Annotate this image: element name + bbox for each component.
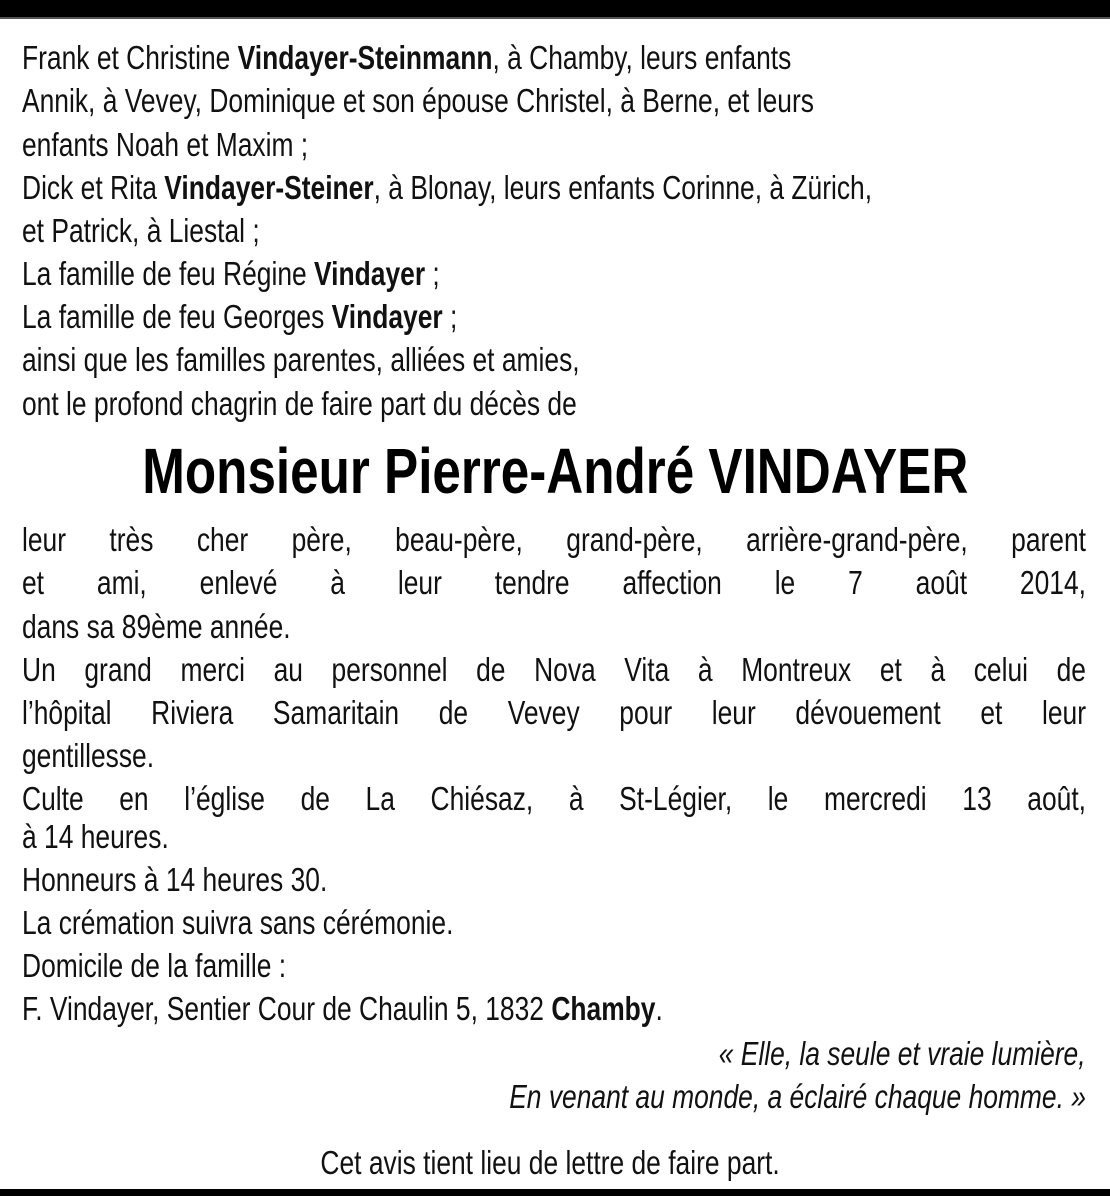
body-line-text: dans sa 89ème année. (22, 608, 291, 645)
family-name-bold: Vindayer (314, 255, 426, 292)
deceased-name-headline (0, 436, 1110, 506)
address-text: F. Vindayer, Sentier Cour de Chaulin 5, 1832 (22, 990, 552, 1027)
body-line-text: l’hôpital Riviera Samaritain de Vevey pour leur dévouement et leur (22, 694, 1086, 731)
body-line (22, 858, 1086, 901)
family-line (22, 382, 1086, 425)
family-line-text: Annik, à Vevey, Dominique et son épouse Christel, à Berne, et leurs (22, 82, 814, 119)
family-line-text: ont le profond chagrin de faire part du décès de (22, 385, 577, 422)
body-line (22, 605, 1086, 648)
quote-line (26, 1075, 1086, 1118)
family-name-bold: Vindayer (331, 298, 443, 335)
top-rule (0, 0, 1110, 17)
top-rule-shadow (0, 17, 1110, 19)
body-line (22, 561, 1086, 604)
body-line-text: La crémation suivra sans cérémonie. (22, 904, 454, 941)
footer-note (0, 1141, 1110, 1184)
family-line (22, 36, 1086, 79)
family-line-text: ; (442, 298, 458, 335)
body-line-text: et ami, enlevé à leur tendre affection le 7 août 2014, (22, 564, 1086, 601)
family-line-text: Dick et Rita (22, 169, 165, 206)
body-line (22, 691, 1086, 734)
body-line-text: leur très cher père, beau-père, grand-père, arrière-grand-père, parent (22, 521, 1086, 558)
family-line-text: La famille de feu Régine (22, 255, 315, 292)
family-line-text: et Patrick, à Liestal ; (22, 212, 260, 249)
family-line (22, 166, 1086, 209)
body-line (22, 901, 1086, 944)
body-line (22, 518, 1086, 561)
body-line-text: gentillesse. (22, 737, 155, 774)
quote-text: En venant au monde, a éclairé chaque homme. » (509, 1078, 1086, 1115)
family-line-text: La famille de feu Georges (22, 298, 332, 335)
family-line (22, 79, 1086, 122)
body-line (22, 777, 1086, 820)
quote-line (26, 1032, 1086, 1075)
address-town-bold: Chamby (551, 990, 656, 1027)
body-line (22, 648, 1086, 691)
family-line (22, 209, 1086, 252)
family-line (22, 295, 1086, 338)
footer-text: Cet avis tient lieu de lettre de faire part. (320, 1144, 780, 1181)
family-line-text: ainsi que les familles parentes, alliées et amies, (22, 341, 580, 378)
body-line-text: Domicile de la famille : (22, 947, 287, 984)
bottom-rule (0, 1189, 1110, 1196)
family-line-text: , à Blonay, leurs enfants Corinne, à Zürich, (373, 169, 873, 206)
deceased-name: Monsieur Pierre-André VINDAYER (141, 435, 969, 507)
body-line (22, 944, 1086, 987)
body-line-text: Culte en l’église de La Chiésaz, à St-Légier, le mercredi 13 août, (22, 780, 1086, 817)
body-line-text: Honneurs à 14 heures 30. (22, 861, 328, 898)
body-line (22, 815, 1086, 858)
body-line-text: Un grand merci au personnel de Nova Vita à Montreux et à celui de (22, 651, 1086, 688)
quote-text: « Elle, la seule et vraie lumière, (719, 1035, 1086, 1072)
body-line (22, 734, 1086, 777)
family-address (22, 987, 1086, 1030)
family-line (22, 252, 1086, 295)
family-line-text: Frank et Christine (22, 39, 238, 76)
family-line-text: , à Chamby, leurs enfants (492, 39, 792, 76)
family-line (22, 123, 1086, 166)
family-line-text: enfants Noah et Maxim ; (22, 126, 309, 163)
family-name-bold: Vindayer-Steiner (164, 169, 374, 206)
address-text: . (655, 990, 663, 1027)
family-name-bold: Vindayer-Steinmann (237, 39, 493, 76)
body-line-text: à 14 heures. (22, 818, 169, 855)
family-line-text: ; (425, 255, 440, 292)
family-line (22, 338, 1086, 381)
